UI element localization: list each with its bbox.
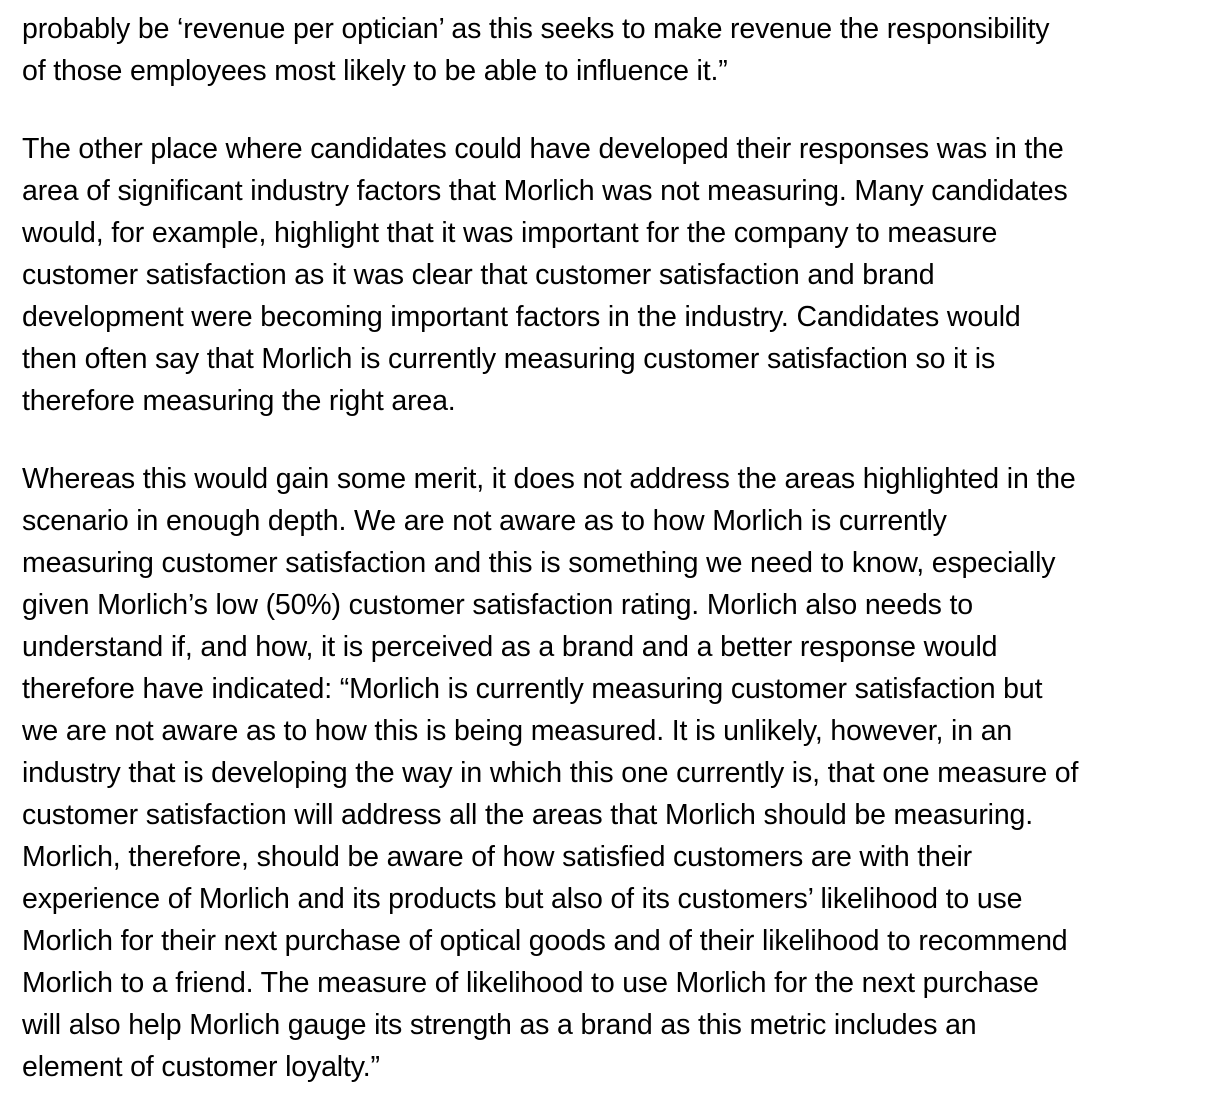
text-line: understand if, and how, it is perceived as a brand and a better response would: [22, 631, 998, 663]
text-line: customer satisfaction will address all the areas that Morlich should be measuring.: [22, 799, 1034, 831]
text-line: therefore measuring the right area.: [22, 385, 456, 417]
text-line: Morlich for their next purchase of optical goods and of their likelihood to recommend: [22, 925, 1068, 957]
text-line: therefore have indicated: “Morlich is currently measuring customer satisfaction but: [22, 673, 1043, 705]
text-line: industry that is developing the way in which this one currently is, that one measure of: [22, 757, 1079, 789]
text-line: we are not aware as to how this is being measured. It is unlikely, however, in an: [22, 715, 1013, 747]
text-line: experience of Morlich and its products but also of its customers’ likelihood to use: [22, 883, 1023, 915]
paragraph-industry-factors: [22, 128, 1226, 422]
text-line: then often say that Morlich is currently measuring customer satisfaction so it is: [22, 343, 996, 375]
text-line: Whereas this would gain some merit, it does not address the areas highlighted in the: [22, 463, 1076, 495]
text-line: would, for example, highlight that it was important for the company to measure: [22, 217, 998, 249]
text-line: probably be ‘revenue per optician’ as this seeks to make revenue the responsibility: [22, 13, 1050, 45]
document-page: [22, 8, 1226, 1088]
text-line: Morlich, therefore, should be aware of how satisfied customers are with their: [22, 841, 972, 873]
paragraph-customer-satisfaction: [22, 458, 1226, 1088]
paragraph-revenue-per-optician: [22, 8, 1226, 92]
paragraph-spacer: [22, 92, 1226, 128]
text-line: customer satisfaction as it was clear that customer satisfaction and brand: [22, 259, 935, 291]
paragraph-spacer: [22, 422, 1226, 458]
text-line: Morlich to a friend. The measure of likelihood to use Morlich for the next purchase: [22, 967, 1039, 999]
text-line: will also help Morlich gauge its strength as a brand as this metric includes an: [22, 1009, 977, 1041]
text-line: area of significant industry factors that Morlich was not measuring. Many candidates: [22, 175, 1068, 207]
text-line: The other place where candidates could have developed their responses was in the: [22, 133, 1064, 165]
text-line: element of customer loyalty.”: [22, 1051, 380, 1083]
text-line: development were becoming important factors in the industry. Candidates would: [22, 301, 1021, 333]
text-line: scenario in enough depth. We are not aware as to how Morlich is currently: [22, 505, 947, 537]
text-line: of those employees most likely to be able to influence it.”: [22, 55, 728, 87]
text-line: measuring customer satisfaction and this is something we need to know, especially: [22, 547, 1056, 579]
text-line: given Morlich’s low (50%) customer satisfaction rating. Morlich also needs to: [22, 589, 973, 621]
